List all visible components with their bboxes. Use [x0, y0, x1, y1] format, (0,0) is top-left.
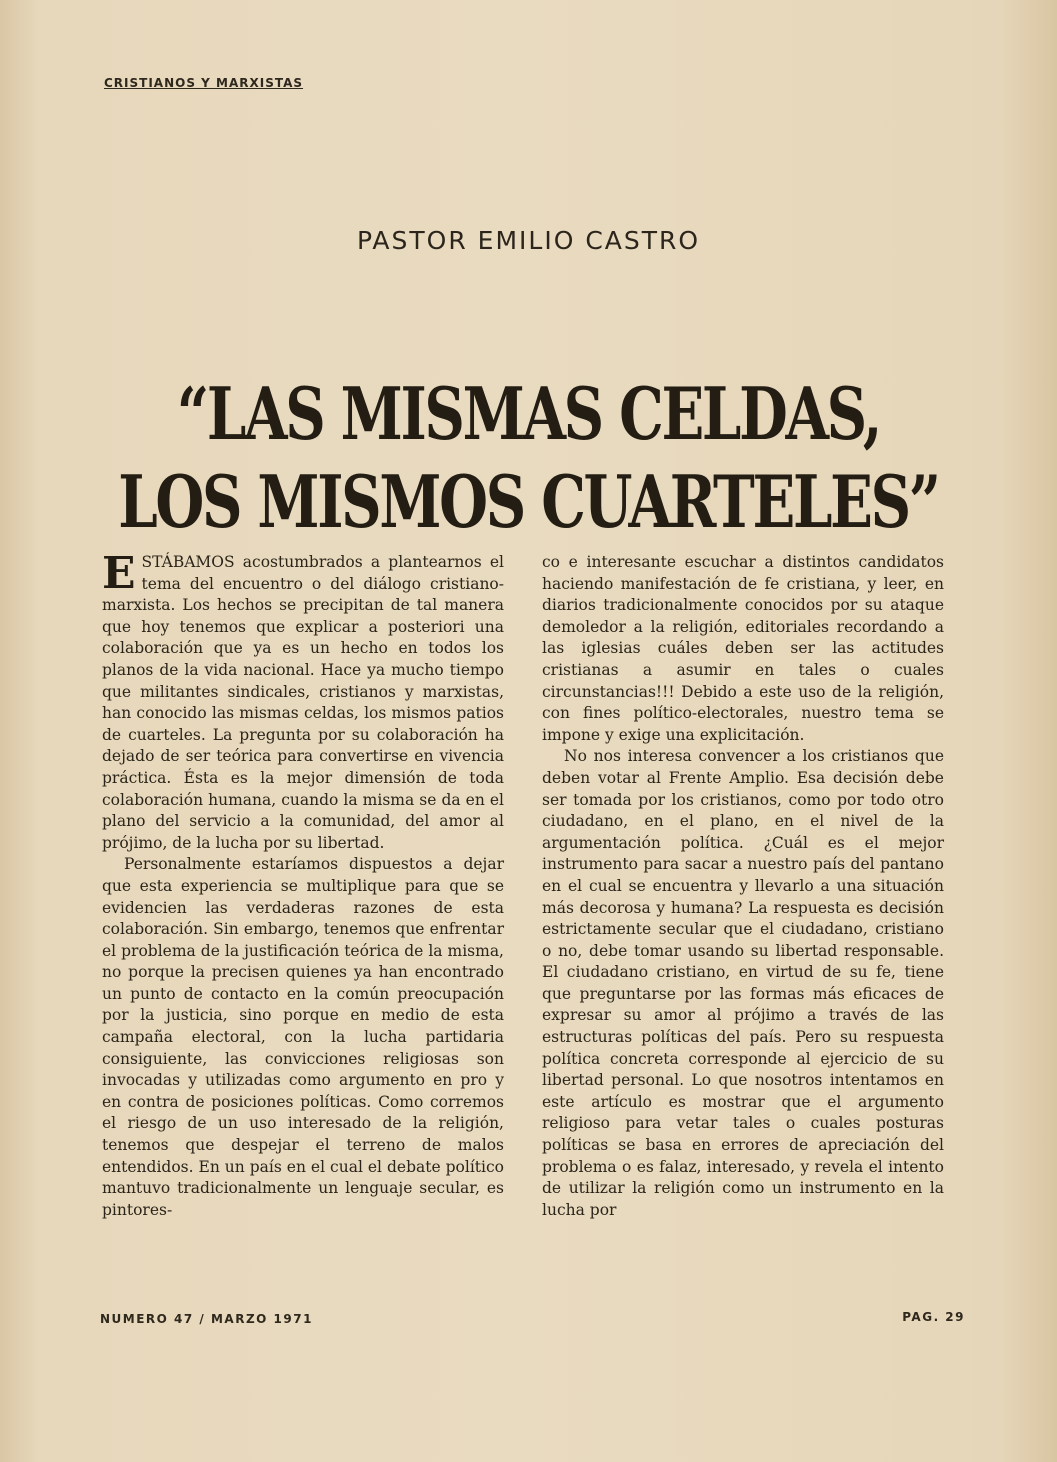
paragraph — [102, 548, 504, 854]
paragraph-text: STÁBAMOS acostumbrados a plantearnos el tema del encuentro o del diálogo cristiano-marxista. Los hechos se precipitan de tal manera que hoy tenemos que explicar a posteriori una colaboración que ya es un hecho en todos los planos de la vida nacional. Hace ya mucho tiempo que militantes sindicales, cristianos y marxistas, han conocido las mismas celdas, los mismos patios de cuarteles. La pregunta por su colaboración ha dejado de ser teórica para convertirse en vivencia práctica. Ésta es la mejor dimensión de toda colaboración humana, cuando la misma se da en el plano del servicio a la comunidad, del amor al prójimo, de la lucha por su libertad. — [102, 553, 504, 852]
article-author: PASTOR EMILIO CASTRO — [356, 226, 701, 255]
article-title — [0, 370, 1057, 546]
issue-info: NUMERO 47 / MARZO 1971 — [100, 1312, 313, 1326]
page-number: PAG. 29 — [902, 1310, 965, 1324]
title-line-1: “LAS MISMAS CELDAS, — [176, 371, 881, 456]
paragraph: No nos interesa convencer a los cristianos que deben votar al Frente Amplio. Esa decisión debe ser tomada por los cristianos, como por todo otro ciudadano, en el plano, en el nivel de la argumentación política. ¿Cuál es el mejor instrumento para sacar a nuestro país del pantano en el cual se encuentra y llevarlo a una situación más decorosa y humana? La respuesta es decisión estrictamente secular que el ciudadano, cristiano o no, debe tomar usando su libertad responsable. El ciudadano cristiano, en virtud de su fe, tiene que preguntarse por las formas más eficaces de expresar su amor al prójimo a través de las estructuras políticas del país. Pero su respuesta política concreta corresponde al ejercicio de su libertad personal. Lo que nosotros intentamos en este artículo es mostrar que el argumento religioso para vetar tales o cuales posturas políticas se basa en errores de apreciación del problema o es falaz, interesado, y revela el intento de utilizar la religión como un instrumento en la lucha por — [542, 747, 944, 1219]
right-column — [542, 552, 944, 1292]
title-line-2: LOS MISMOS CUARTELES” — [118, 459, 939, 544]
left-column — [102, 548, 504, 1292]
paragraph: co e interesante escuchar a distintos candidatos haciendo manifestación de fe cristiana, y leer, en diarios tradicionalmente conocidos por su ataque demoledor a la religión, editoriales recordando a las iglesias cuáles deben ser las actitudes cristianas a asumir en tales o cuales circunstancias!!! Debido a este uso de la religión, con fines político-electorales, nuestro tema se impone y exige una explicitación. — [542, 553, 944, 744]
section-header: CRISTIANOS Y MARXISTAS — [104, 76, 304, 90]
drop-cap: E — [102, 548, 136, 599]
paragraph: Personalmente estaríamos dispuestos a dejar que esta experiencia se multiplique para que se evidencien las verdaderas razones de esta colaboración. Sin embargo, tenemos que enfrentar el problema de la justificación teórica de la misma, no porque la precisen quienes ya han encontrado un punto de contacto en la común preocupación por la justicia, sino porque en medio de esta campaña electoral, con la lucha partidaria consiguiente, las convicciones religiosas son invocadas y utilizadas como argumento en pro y en contra de posiciones políticas. Como corremos el riesgo de un uso interesado de la religión, tenemos que despejar el terreno de malos entendidos. En un país en el cual el debate político mantuvo tradicionalmente un lenguaje secular, es pintores- — [102, 855, 504, 1219]
